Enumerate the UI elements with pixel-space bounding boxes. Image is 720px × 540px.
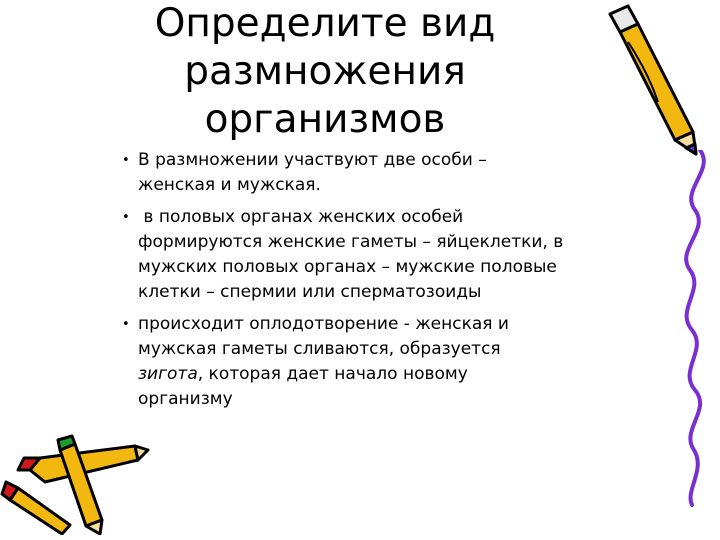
bullet-item xyxy=(118,148,658,198)
bullet-line: клетки – спермии или сперматозоиды xyxy=(138,282,482,302)
bullet-list xyxy=(118,148,658,419)
bullet-line xyxy=(138,362,658,387)
bullet-marker: • xyxy=(122,210,130,225)
bullet-line: формируются женские гаметы – яйцеклетки, в xyxy=(138,232,564,252)
pencil-icon xyxy=(598,2,708,162)
bullet-line: в половых органах женских особей xyxy=(138,207,464,227)
squiggle-line xyxy=(670,150,720,510)
bullet-marker: • xyxy=(122,153,130,168)
bullet-line: мужских половых органах – мужские половые xyxy=(138,257,557,277)
bullet-marker: • xyxy=(122,317,130,332)
pencil-pair-icon xyxy=(0,430,150,535)
bullet-item xyxy=(118,205,658,305)
title-line: размножения xyxy=(184,49,466,94)
title-line: организмов xyxy=(204,97,446,142)
bullet-line-rest: , которая дает начало новому xyxy=(197,364,468,384)
bullet-line: мужская гаметы сливаются, образуется xyxy=(138,339,501,359)
bullet-line: В размножении участвуют две особи – xyxy=(138,150,487,170)
title-line: Определите вид xyxy=(154,1,496,46)
bullet-line: женская и мужская. xyxy=(138,175,321,195)
bullet-line: организму xyxy=(138,389,233,409)
zygote-term: зигота xyxy=(138,364,198,384)
bullet-line: происходит оплодотворение - женская и xyxy=(138,314,509,334)
bullet-item xyxy=(118,312,658,412)
slide-title xyxy=(100,0,550,144)
